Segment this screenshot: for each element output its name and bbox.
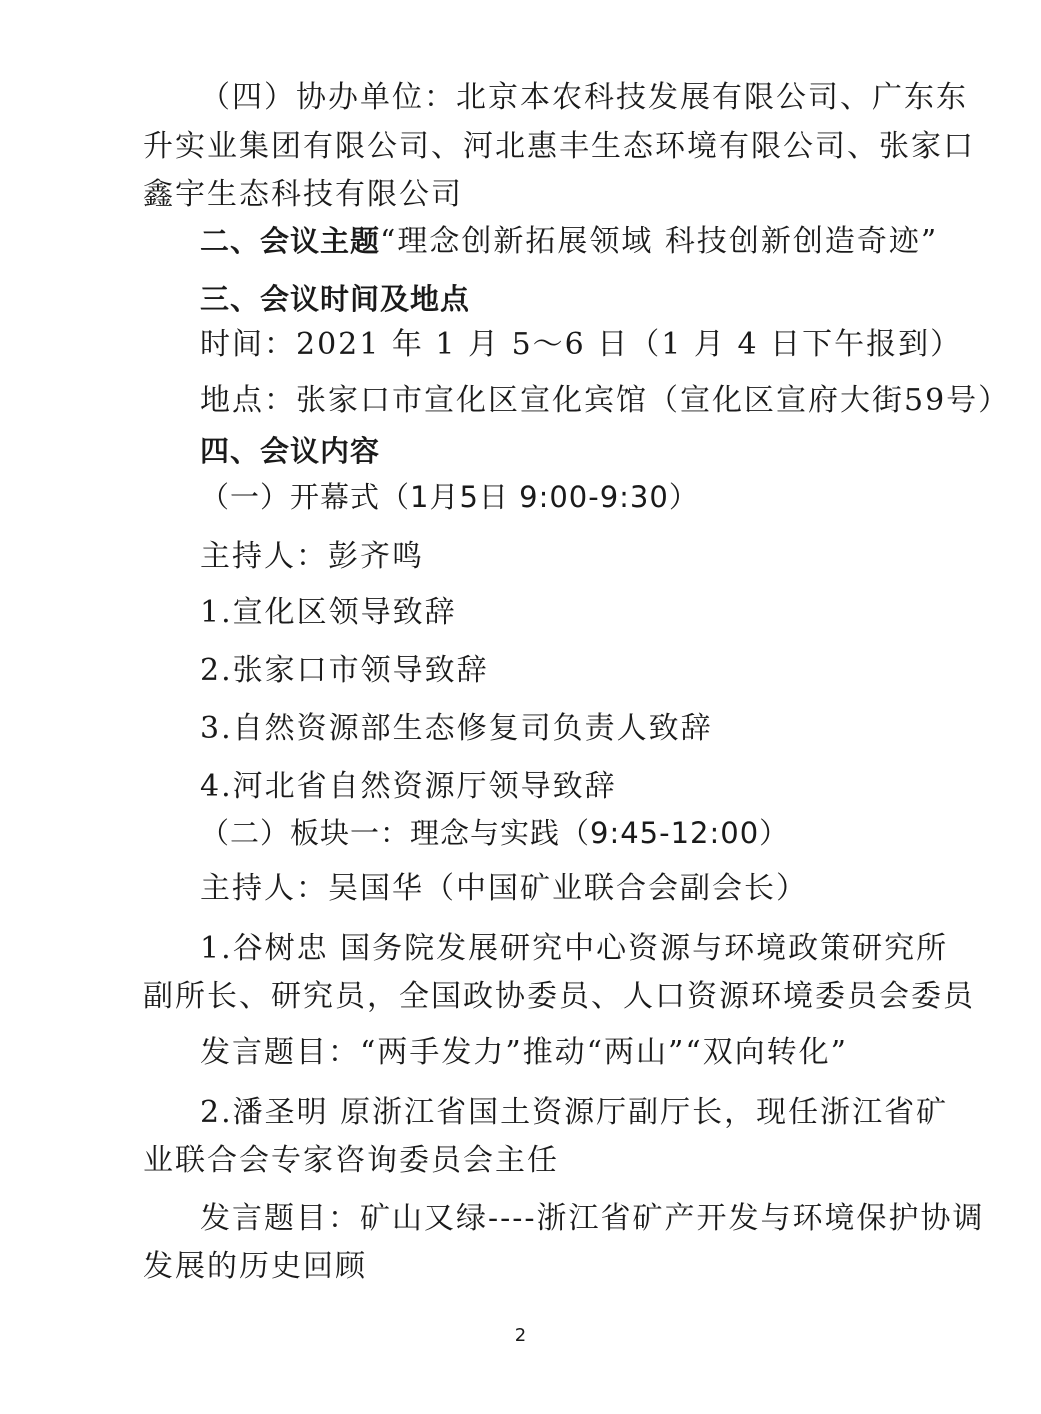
co-organizers-line-1: （四）协办单位：北京本农科技发展有限公司、广东东 [200, 80, 968, 115]
speaker1-topic: 发言题目：“两手发力”推动“两山”“双向转化” [200, 1035, 849, 1070]
opening-item-3: 3.自然资源部生态修复司负责人致辞 [200, 711, 713, 746]
speaker1-line-1: 1.谷树忠 国务院发展研究中心资源与环境政策研究所 [200, 931, 949, 966]
opening-item-1: 1.宣化区领导致辞 [200, 595, 457, 630]
time-place-heading: 三、会议时间及地点 [200, 282, 471, 316]
block1-host: 主持人：吴国华（中国矿业联合会副会长） [200, 871, 808, 906]
opening-host: 主持人：彭齐鸣 [200, 539, 424, 574]
opening-heading: （一）开幕式（1月5日 9:00-9:30） [200, 480, 699, 514]
block1-heading: （二）板块一：理念与实践（9:45-12:00） [200, 816, 790, 850]
meeting-time: 时间：2021 年 1 月 5～6 日（1 月 4 日下午报到） [200, 327, 963, 362]
speaker2-topic-line-1: 发言题目：矿山又绿----浙江省矿产开发与环境保护协调 [200, 1201, 985, 1236]
opening-item-2: 2.张家口市领导致辞 [200, 653, 489, 688]
theme-heading: 二、会议主题 [200, 224, 381, 258]
meeting-place: 地点：张家口市宣化区宣化宾馆（宣化区宣府大街59号） [200, 383, 1011, 418]
content-heading: 四、会议内容 [200, 434, 381, 468]
co-organizers-line-2: 升实业集团有限公司、河北惠丰生态环境有限公司、张家口 [143, 129, 975, 164]
co-organizers-line-3: 鑫宇生态科技有限公司 [143, 177, 463, 212]
speaker2-line-2: 业联合会专家咨询委员会主任 [143, 1143, 559, 1178]
theme-paragraph [200, 221, 938, 262]
page-number: 2 [514, 1325, 527, 1346]
speaker2-topic-line-2: 发展的历史回顾 [143, 1249, 367, 1284]
speaker1-line-2: 副所长、研究员，全国政协委员、人口资源环境委员会委员 [143, 979, 975, 1014]
theme-text: “理念创新拓展领域 科技创新创造奇迹” [380, 224, 939, 259]
speaker2-line-1: 2.潘圣明 原浙江省国土资源厅副厅长，现任浙江省矿 [200, 1095, 949, 1130]
opening-item-4: 4.河北省自然资源厅领导致辞 [200, 769, 617, 804]
